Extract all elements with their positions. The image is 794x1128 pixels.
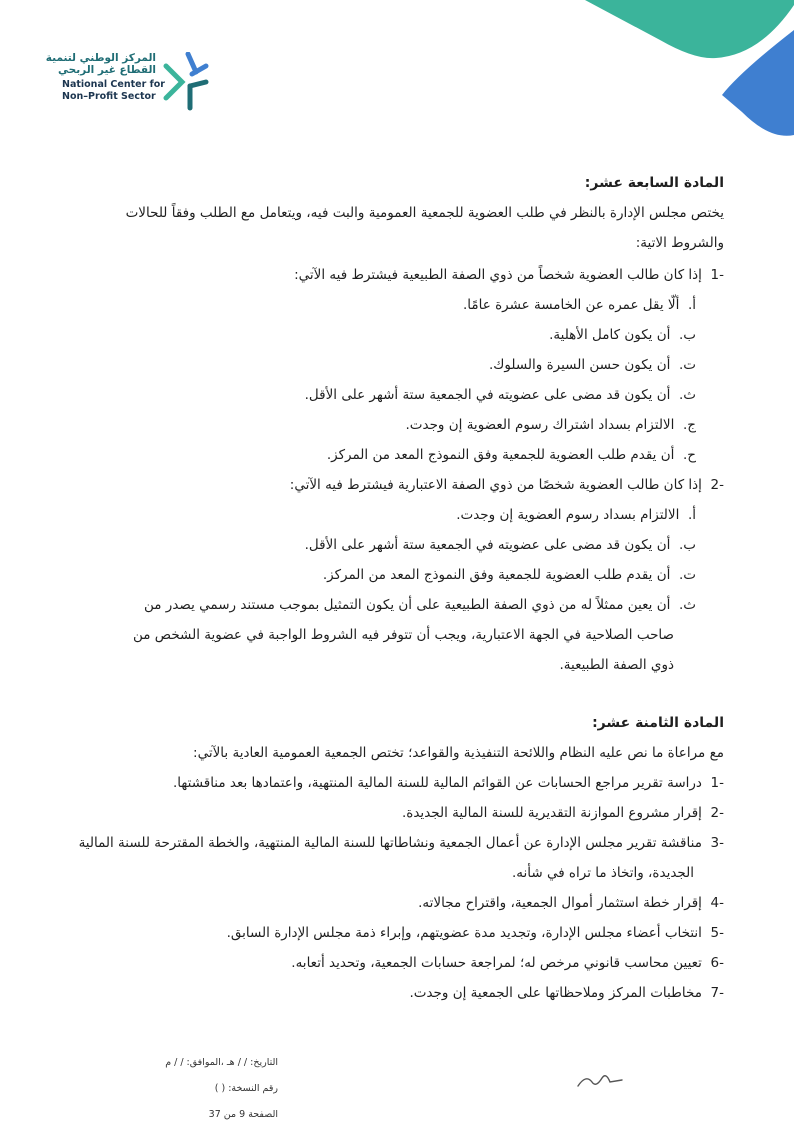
case2-item-th-line3: ذوي الصفة الطبيعية.: [559, 657, 674, 673]
logo-arabic-line2: القطاع غير الربحي: [58, 64, 156, 76]
article18-item-3: -3 مناقشة تقرير مجلس الإدارة عن أعمال الجمعية ونشاطاتها للسنة المالية المنتهية، والخطة المقترحة للسنة المالية: [78, 835, 724, 851]
case2-item-th-line2: صاحب الصلاحية في الجهة الاعتبارية، ويجب أن تتوفر فيه الشروط الواجبة في عضوية الشخص من: [132, 627, 674, 643]
article18-item-4: -4 إقرار خطة استثمار أموال الجمعية، واقتراح مجالاته.: [418, 895, 724, 911]
footer-page-number: الصفحة 9 من 37: [208, 1109, 278, 1120]
article18-item-2: -2 إقرار مشروع الموازنة التقديرية للسنة المالية الجديدة.: [401, 805, 724, 821]
logo-english-line1: National Center for: [62, 79, 165, 90]
case1-line: [294, 260, 724, 290]
case1-item-a: أ. ألّا يقل عمره عن الخامسة عشرة عامًا.: [463, 297, 696, 313]
footer-date: التاريخ: / / هـ ،الموافق: / / م: [165, 1057, 278, 1068]
article18-heading: المادة الثامنة عشر:: [592, 715, 724, 731]
case1-item-j: ج. الالتزام بسداد اشتراك رسوم العضوية إن وجدت.: [405, 417, 696, 433]
page-footer: [78, 1050, 278, 1128]
blue-corner-shape: [722, 30, 794, 136]
article18-item-7: -7 مخاطبات المركز وملاحظاتها على الجمعية إن وجدت.: [409, 985, 724, 1001]
logo-arabic-line1: المركز الوطني لتنمية: [45, 52, 156, 64]
logo-english-line2: Non–Profit Sector: [62, 91, 156, 102]
article17-intro-line2: والشروط الاتية:: [635, 235, 724, 251]
case2-item-b: ب. أن يكون قد مضى على عضويته في الجمعية ستة أشهر على الأقل.: [304, 537, 696, 553]
case2-text: إذا كان طالب العضوية شخصًا من ذوي الصفة الاعتبارية فيشترط فيه الآتي:: [289, 477, 702, 493]
signature-mark: [574, 1068, 626, 1092]
article18-item-6: -6 تعيين محاسب قانوني مرخص له؛ لمراجعة حسابات الجمعية، وتحديد أتعابه.: [291, 955, 724, 971]
article18-item-3-continuation: الجديدة، واتخاذ ما تراه في شأنه.: [511, 865, 694, 881]
case2-item-a: أ. الالتزام بسداد رسوم العضوية إن وجدت.: [456, 507, 696, 523]
teal-corner-shape: [585, 0, 794, 58]
case1-item-b: ب. أن يكون كامل الأهلية.: [549, 327, 696, 343]
article17-intro-line1: يختص مجلس الإدارة بالنظر في طلب العضوية للجمعية العمومية والبت فيه، ويتعامل مع الطلب وفقاً للحالات: [125, 205, 724, 221]
article17-heading: المادة السابعة عشر:: [584, 175, 724, 191]
case1-text: إذا كان طالب العضوية شخصاً من ذوي الصفة الطبيعية فيشترط فيه الآتي:: [294, 267, 702, 283]
article18-intro: مع مراعاة ما نص عليه النظام واللائحة التنفيذية والقواعد؛ تختص الجمعية العمومية العادية بالآتي:: [193, 745, 724, 761]
case2-number: -2: [710, 477, 724, 493]
case1-number: -1: [710, 267, 724, 283]
logo-mark-icon: [162, 52, 210, 116]
case2-line: [290, 470, 724, 500]
case1-item-h: ح. أن يقدم طلب العضوية للجمعية وفق النموذج المعد من المركز.: [326, 447, 696, 463]
case2-item-t: ت. أن يقدم طلب العضوية للجمعية وفق النموذج المعد من المركز.: [322, 567, 696, 583]
document-body: [44, 168, 724, 1028]
article18-item-5: -5 انتخاب أعضاء مجلس الإدارة، وتجديد مدة عضويتهم، وإبراء ذمة مجلس الإدارة السابق.: [226, 925, 724, 941]
case1-item-th: ث. أن يكون قد مضى على عضويته في الجمعية ستة أشهر على الأقل.: [304, 387, 696, 403]
case2-item-th-line1: ث. أن يعين ممثلاً له من ذوي الصفة الطبيعية على أن يكون التمثيل بموجب مستند رسمي يصدر من: [144, 597, 696, 613]
case1-item-t: ت. أن يكون حسن السيرة والسلوك.: [489, 357, 696, 373]
footer-copy-number: رقم النسخة: ( ): [214, 1083, 278, 1094]
article18-item-1: -1 دراسة تقرير مراجع الحسابات عن القوائم المالية للسنة المالية المنتهية، واعتمادها بعد مناقشتها.: [173, 775, 724, 791]
ncnp-logo: [45, 52, 210, 116]
